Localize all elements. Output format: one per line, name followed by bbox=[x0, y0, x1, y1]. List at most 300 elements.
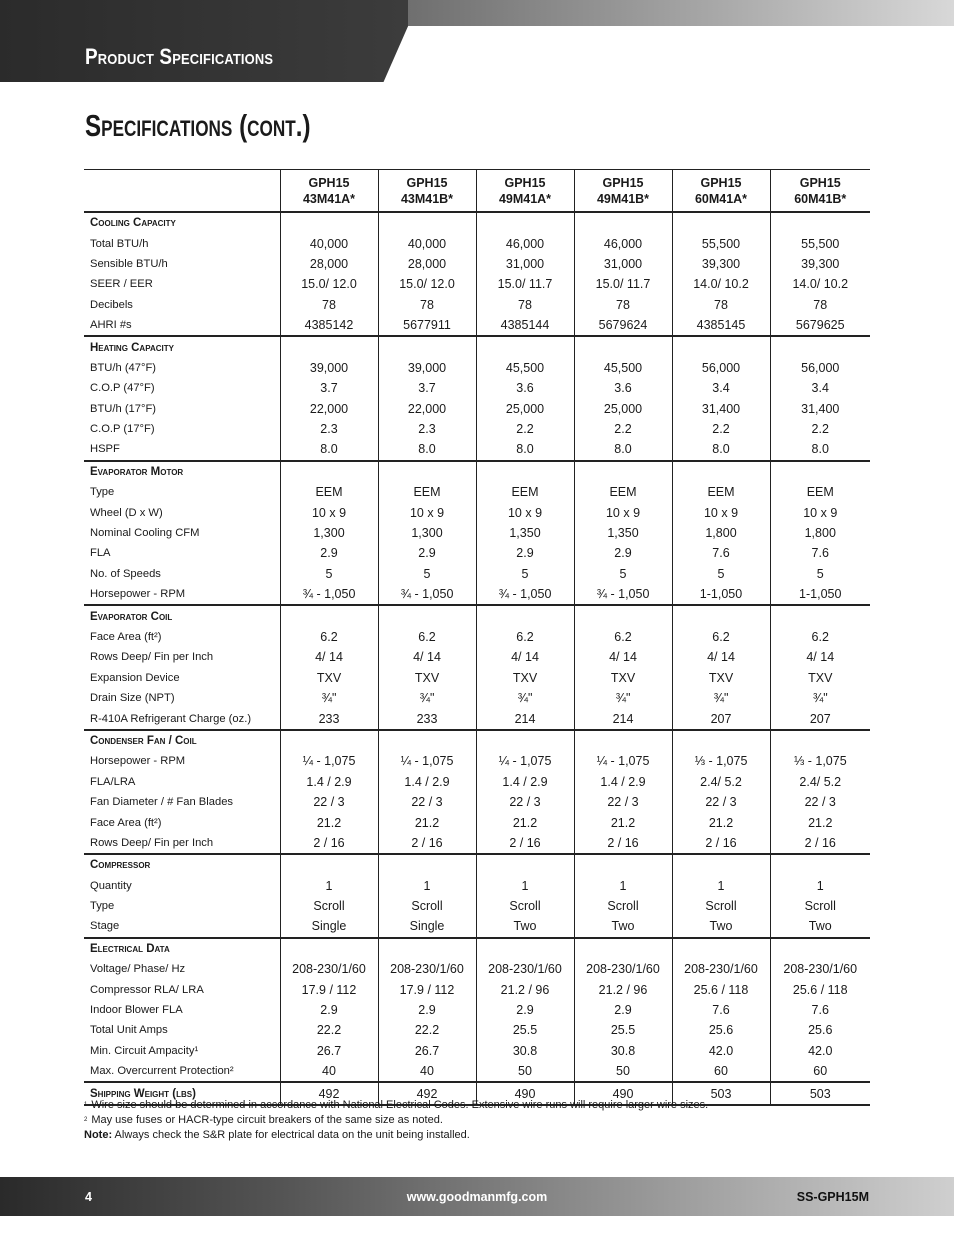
value-cell: 4385144 bbox=[476, 315, 574, 336]
table-row bbox=[84, 979, 870, 999]
table-row bbox=[84, 315, 870, 336]
table-row bbox=[84, 523, 870, 543]
value-cell: 492 bbox=[378, 1082, 476, 1104]
table-row bbox=[84, 419, 870, 439]
empty-cell bbox=[378, 854, 476, 875]
value-cell: 31,000 bbox=[476, 254, 574, 274]
value-cell: 214 bbox=[476, 708, 574, 729]
value-cell: EEM bbox=[476, 482, 574, 502]
value-cell: 3.4 bbox=[672, 378, 770, 398]
value-cell: 31,000 bbox=[574, 254, 672, 274]
row-label: Total Unit Amps bbox=[90, 1024, 168, 1037]
empty-cell bbox=[280, 212, 378, 233]
empty-cell bbox=[672, 212, 770, 233]
row-label: AHRI #s bbox=[84, 315, 280, 336]
value-cell: 3.6 bbox=[574, 378, 672, 398]
footnotes bbox=[84, 1098, 708, 1143]
value-cell: 25.5 bbox=[574, 1020, 672, 1040]
footer-url-link[interactable]: www.goodmanmfg.com bbox=[406, 1190, 548, 1204]
value-cell: 1 bbox=[280, 876, 378, 896]
row-label: Rows Deep/ Fin per Inch bbox=[84, 833, 280, 854]
empty-cell bbox=[476, 854, 574, 875]
value-cell: ¾ - 1,050 bbox=[280, 584, 378, 605]
empty-cell bbox=[476, 938, 574, 959]
value-cell: 22,000 bbox=[378, 399, 476, 419]
table-row bbox=[84, 668, 870, 688]
row-label: C.O.P (47°F) bbox=[90, 382, 155, 395]
row-label: Horsepower - RPM bbox=[90, 755, 186, 768]
value-cell: ⅓ - 1,075 bbox=[672, 751, 770, 771]
row-label: Stage bbox=[84, 916, 280, 937]
value-cell: 22.2 bbox=[378, 1020, 476, 1040]
value-cell: 15.0/ 11.7 bbox=[476, 274, 574, 294]
value-cell: 22 / 3 bbox=[476, 792, 574, 812]
value-cell: 4/ 14 bbox=[672, 647, 770, 667]
value-cell: 207 bbox=[770, 708, 870, 729]
shipping-weight-label: Shipping Weight (lbs) bbox=[84, 1082, 280, 1104]
row-label: R-410A Refrigerant Charge (oz.) bbox=[84, 708, 280, 729]
value-cell: ¼ - 1,075 bbox=[378, 751, 476, 771]
empty-cell bbox=[280, 605, 378, 626]
value-cell: 22 / 3 bbox=[574, 792, 672, 812]
value-cell: 1.4 / 2.9 bbox=[574, 772, 672, 792]
value-cell: 5 bbox=[672, 564, 770, 584]
value-cell: Single bbox=[378, 916, 476, 937]
value-cell: 1 bbox=[672, 876, 770, 896]
value-cell: 1-1,050 bbox=[672, 584, 770, 605]
table-row bbox=[84, 1000, 870, 1020]
value-cell: 8.0 bbox=[280, 439, 378, 460]
value-cell: Scroll bbox=[476, 896, 574, 916]
value-cell: 7.6 bbox=[672, 543, 770, 563]
table-row bbox=[84, 688, 870, 708]
row-label: FLA bbox=[90, 547, 111, 560]
value-cell: 233 bbox=[280, 708, 378, 729]
table-row bbox=[84, 1041, 870, 1061]
model-series: GPH15 bbox=[504, 175, 546, 190]
row-label: Fan Diameter / # Fan Blades bbox=[90, 796, 234, 809]
row-label: Indoor Blower FLA bbox=[90, 1004, 183, 1017]
table-row bbox=[84, 358, 870, 378]
value-cell: 78 bbox=[770, 295, 870, 315]
value-cell: 22 / 3 bbox=[378, 792, 476, 812]
row-label: Horsepower - RPM bbox=[84, 584, 280, 605]
model-column-header bbox=[574, 170, 672, 213]
value-cell: 5 bbox=[476, 564, 574, 584]
value-cell: 2.9 bbox=[574, 1000, 672, 1020]
table-row bbox=[84, 959, 870, 979]
value-cell: 492 bbox=[280, 1082, 378, 1104]
value-cell: 22,000 bbox=[280, 399, 378, 419]
row-label: Wheel (D x W) bbox=[90, 506, 163, 519]
table-row bbox=[84, 439, 870, 460]
row-label: SEER / EER bbox=[90, 278, 153, 291]
value-cell: 5679624 bbox=[574, 315, 672, 336]
row-label: Nominal Cooling CFM bbox=[90, 527, 200, 540]
value-cell: 1 bbox=[574, 876, 672, 896]
value-cell: 1 bbox=[476, 876, 574, 896]
value-cell: 1,300 bbox=[378, 523, 476, 543]
value-cell: 7.6 bbox=[672, 1000, 770, 1020]
value-cell: 2 / 16 bbox=[476, 833, 574, 854]
value-cell: 40 bbox=[378, 1061, 476, 1082]
table-row bbox=[84, 647, 870, 667]
value-cell: 55,500 bbox=[770, 233, 870, 253]
value-cell: Two bbox=[770, 916, 870, 937]
value-cell: 2.9 bbox=[280, 543, 378, 563]
row-label: Quantity bbox=[90, 879, 132, 892]
value-cell: 233 bbox=[378, 708, 476, 729]
table-row bbox=[84, 1061, 870, 1082]
value-cell: 14.0/ 10.2 bbox=[770, 274, 870, 294]
model-number: 49M41A* bbox=[498, 191, 552, 206]
empty-cell bbox=[672, 461, 770, 482]
value-cell: 5 bbox=[770, 564, 870, 584]
value-cell: 1-1,050 bbox=[770, 584, 870, 605]
footnote-text: May use fuses or HACR-type circuit breakers of the same size as noted. bbox=[91, 1114, 443, 1126]
value-cell: 5677911 bbox=[378, 315, 476, 336]
document-code: SS-GPH15M bbox=[796, 1190, 869, 1204]
value-cell: Two bbox=[476, 916, 574, 937]
section-header-row bbox=[84, 854, 870, 875]
table-row bbox=[84, 543, 870, 563]
value-cell: 60 bbox=[770, 1061, 870, 1082]
model-series: GPH15 bbox=[799, 175, 841, 190]
value-cell: ¼ - 1,075 bbox=[280, 751, 378, 771]
value-cell: Scroll bbox=[378, 896, 476, 916]
value-cell: 17.9 / 112 bbox=[378, 979, 476, 999]
value-cell: 14.0/ 10.2 bbox=[672, 274, 770, 294]
header-blank-cell bbox=[84, 170, 280, 213]
value-cell: 8.0 bbox=[476, 439, 574, 460]
value-cell: 25.6 / 118 bbox=[770, 979, 870, 999]
table-row bbox=[84, 792, 870, 812]
table-row bbox=[84, 254, 870, 274]
row-label: Drain Size (NPT) bbox=[90, 692, 175, 705]
empty-cell bbox=[378, 605, 476, 626]
header-row bbox=[84, 170, 870, 213]
value-cell: TXV bbox=[574, 668, 672, 688]
table-row bbox=[84, 833, 870, 854]
row-label: Expansion Device bbox=[90, 671, 180, 684]
value-cell: 6.2 bbox=[476, 627, 574, 647]
empty-cell bbox=[770, 212, 870, 233]
table-row bbox=[84, 584, 870, 605]
value-cell: 15.0/ 12.0 bbox=[280, 274, 378, 294]
value-cell: 2.4/ 5.2 bbox=[672, 772, 770, 792]
value-cell: 490 bbox=[574, 1082, 672, 1104]
empty-cell bbox=[476, 212, 574, 233]
value-cell: ¾" bbox=[476, 688, 574, 708]
value-cell: TXV bbox=[378, 668, 476, 688]
value-cell: 2.9 bbox=[574, 543, 672, 563]
value-cell: 31,400 bbox=[770, 399, 870, 419]
value-cell: 4/ 14 bbox=[476, 647, 574, 667]
row-label: Decibels bbox=[90, 298, 133, 311]
page-title: Specifications (cont.) bbox=[85, 108, 311, 143]
row-label: Voltage/ Phase/ Hz bbox=[90, 963, 186, 976]
empty-cell bbox=[378, 938, 476, 959]
value-cell: 21.2 bbox=[476, 812, 574, 832]
empty-cell bbox=[280, 336, 378, 357]
value-cell: 2 / 16 bbox=[770, 833, 870, 854]
value-cell: ¾" bbox=[770, 688, 870, 708]
value-cell: 5 bbox=[378, 564, 476, 584]
value-cell: 50 bbox=[476, 1061, 574, 1082]
empty-cell bbox=[770, 461, 870, 482]
row-label: Total BTU/h bbox=[90, 237, 149, 250]
empty-cell bbox=[574, 854, 672, 875]
value-cell: 25,000 bbox=[476, 399, 574, 419]
row-label: No. of Speeds bbox=[90, 567, 161, 580]
table-row bbox=[84, 772, 870, 792]
table-row bbox=[84, 812, 870, 832]
value-cell: 1.4 / 2.9 bbox=[280, 772, 378, 792]
table-row bbox=[84, 502, 870, 522]
empty-cell bbox=[280, 938, 378, 959]
value-cell: 503 bbox=[672, 1082, 770, 1104]
value-cell: 5 bbox=[574, 564, 672, 584]
value-cell: Two bbox=[672, 916, 770, 937]
value-cell: 2.3 bbox=[378, 419, 476, 439]
value-cell: 5679625 bbox=[770, 315, 870, 336]
value-cell: 55,500 bbox=[672, 233, 770, 253]
value-cell: 17.9 / 112 bbox=[280, 979, 378, 999]
value-cell: 28,000 bbox=[378, 254, 476, 274]
value-cell: Scroll bbox=[770, 896, 870, 916]
model-series: GPH15 bbox=[602, 175, 644, 190]
value-cell: EEM bbox=[770, 482, 870, 502]
model-series: GPH15 bbox=[406, 175, 448, 190]
value-cell: 25.6 bbox=[672, 1020, 770, 1040]
value-cell: 208-230/1/60 bbox=[280, 959, 378, 979]
table-row bbox=[84, 399, 870, 419]
empty-cell bbox=[280, 854, 378, 875]
section-header-row bbox=[84, 730, 870, 751]
value-cell: 78 bbox=[476, 295, 574, 315]
section-header-row bbox=[84, 336, 870, 357]
value-cell: 10 x 9 bbox=[770, 502, 870, 522]
row-label: FLA/LRA bbox=[90, 775, 136, 788]
value-cell: 21.2 bbox=[770, 812, 870, 832]
empty-cell bbox=[476, 461, 574, 482]
value-cell: 25.5 bbox=[476, 1020, 574, 1040]
empty-cell bbox=[574, 605, 672, 626]
empty-cell bbox=[574, 336, 672, 357]
value-cell: 208-230/1/60 bbox=[574, 959, 672, 979]
page-number: 4 bbox=[85, 1190, 92, 1204]
value-cell: 8.0 bbox=[574, 439, 672, 460]
value-cell: ¾" bbox=[574, 688, 672, 708]
value-cell: TXV bbox=[476, 668, 574, 688]
value-cell: ¼ - 1,075 bbox=[574, 751, 672, 771]
model-number: 49M41B* bbox=[596, 191, 650, 206]
value-cell: 40 bbox=[280, 1061, 378, 1082]
value-cell: ¼ - 1,075 bbox=[476, 751, 574, 771]
value-cell: ¾" bbox=[378, 688, 476, 708]
value-cell: 40,000 bbox=[378, 233, 476, 253]
value-cell: 56,000 bbox=[672, 358, 770, 378]
value-cell: EEM bbox=[672, 482, 770, 502]
value-cell: 3.4 bbox=[770, 378, 870, 398]
value-cell: 4/ 14 bbox=[574, 647, 672, 667]
table-row bbox=[84, 708, 870, 729]
model-number: 43M41A* bbox=[302, 191, 356, 206]
value-cell: ¾ - 1,050 bbox=[574, 584, 672, 605]
section-title: Electrical Data bbox=[90, 942, 170, 955]
footnote-2 bbox=[84, 1113, 708, 1128]
note-text: Always check the S&R plate for electrical data on the unit being installed. bbox=[112, 1129, 470, 1141]
row-label: Face Area (ft²) bbox=[90, 631, 162, 643]
value-cell: 4/ 14 bbox=[378, 647, 476, 667]
value-cell: 490 bbox=[476, 1082, 574, 1104]
value-cell: 1,350 bbox=[476, 523, 574, 543]
row-label: Face Area (ft²) bbox=[90, 816, 162, 829]
row-label: Min. Circuit Ampacity¹ bbox=[90, 1044, 199, 1057]
value-cell: 25.6 / 118 bbox=[672, 979, 770, 999]
model-series: GPH15 bbox=[700, 175, 742, 190]
empty-cell bbox=[378, 730, 476, 751]
table-row bbox=[84, 482, 870, 502]
value-cell: 214 bbox=[574, 708, 672, 729]
value-cell: 21.2 bbox=[672, 812, 770, 832]
value-cell: 3.7 bbox=[378, 378, 476, 398]
empty-cell bbox=[770, 854, 870, 875]
value-cell: 2.9 bbox=[476, 1000, 574, 1020]
table-row bbox=[84, 627, 870, 647]
empty-cell bbox=[574, 730, 672, 751]
value-cell: 25.6 bbox=[770, 1020, 870, 1040]
value-cell: 10 x 9 bbox=[378, 502, 476, 522]
note-label: Note: bbox=[84, 1129, 113, 1141]
value-cell: EEM bbox=[378, 482, 476, 502]
empty-cell bbox=[476, 730, 574, 751]
value-cell: 2.3 bbox=[280, 419, 378, 439]
value-cell: 1,350 bbox=[574, 523, 672, 543]
table-row bbox=[84, 295, 870, 315]
value-cell: 42.0 bbox=[672, 1041, 770, 1061]
table-row bbox=[84, 751, 870, 771]
section-header-row bbox=[84, 461, 870, 482]
value-cell: 39,300 bbox=[672, 254, 770, 274]
footnote-text: Wire size should be determined in accordance with National Electrical Codes. Extensive wire runs will require larger wire sizes. bbox=[91, 1099, 709, 1111]
value-cell: 39,000 bbox=[280, 358, 378, 378]
empty-cell bbox=[770, 938, 870, 959]
model-number: 60M41B* bbox=[794, 191, 847, 206]
value-cell: 30.8 bbox=[574, 1041, 672, 1061]
value-cell: ¾" bbox=[672, 688, 770, 708]
value-cell: 2.2 bbox=[672, 419, 770, 439]
value-cell: EEM bbox=[280, 482, 378, 502]
value-cell: 50 bbox=[574, 1061, 672, 1082]
value-cell: 15.0/ 11.7 bbox=[574, 274, 672, 294]
value-cell: 45,500 bbox=[476, 358, 574, 378]
value-cell: 40,000 bbox=[280, 233, 378, 253]
value-cell: 1,300 bbox=[280, 523, 378, 543]
section-title: Cooling Capacity bbox=[90, 217, 176, 230]
value-cell: 208-230/1/60 bbox=[378, 959, 476, 979]
value-cell: 3.7 bbox=[280, 378, 378, 398]
row-label: Type bbox=[90, 900, 115, 913]
header-white-tab bbox=[380, 26, 954, 82]
value-cell: 1.4 / 2.9 bbox=[476, 772, 574, 792]
header-title: Product Specifications bbox=[85, 44, 274, 69]
value-cell: 78 bbox=[378, 295, 476, 315]
value-cell: 208-230/1/60 bbox=[770, 959, 870, 979]
value-cell: 21.2 bbox=[574, 812, 672, 832]
value-cell: 21.2 bbox=[280, 812, 378, 832]
value-cell: Two bbox=[574, 916, 672, 937]
value-cell: 78 bbox=[672, 295, 770, 315]
model-number: 60M41A* bbox=[694, 191, 748, 206]
empty-cell bbox=[770, 336, 870, 357]
value-cell: 2.9 bbox=[378, 1000, 476, 1020]
value-cell: 1 bbox=[378, 876, 476, 896]
value-cell: 4/ 14 bbox=[280, 647, 378, 667]
model-number: 43M41B* bbox=[400, 191, 454, 206]
value-cell: 1,800 bbox=[770, 523, 870, 543]
value-cell: 30.8 bbox=[476, 1041, 574, 1061]
value-cell: TXV bbox=[770, 668, 870, 688]
section-title: Condenser Fan / Coil bbox=[90, 734, 197, 747]
value-cell: Scroll bbox=[574, 896, 672, 916]
row-label: BTU/h (17°F) bbox=[90, 402, 157, 415]
value-cell: 4385142 bbox=[280, 315, 378, 336]
empty-cell bbox=[280, 730, 378, 751]
model-column-header bbox=[280, 170, 378, 213]
row-label: BTU/h (47°F) bbox=[90, 361, 157, 374]
row-label: Sensible BTU/h bbox=[90, 257, 168, 270]
empty-cell bbox=[770, 730, 870, 751]
row-label: Compressor RLA/ LRA bbox=[90, 983, 204, 996]
section-header-row bbox=[84, 605, 870, 626]
model-column-header bbox=[476, 170, 574, 213]
model-column-header bbox=[770, 170, 870, 213]
value-cell: ¾ - 1,050 bbox=[476, 584, 574, 605]
value-cell: 26.7 bbox=[280, 1041, 378, 1061]
value-cell: 4/ 14 bbox=[770, 647, 870, 667]
value-cell: 208-230/1/60 bbox=[476, 959, 574, 979]
value-cell: 2.9 bbox=[476, 543, 574, 563]
value-cell: ⅓ - 1,075 bbox=[770, 751, 870, 771]
value-cell: 2.2 bbox=[476, 419, 574, 439]
value-cell: 46,000 bbox=[574, 233, 672, 253]
value-cell: 26.7 bbox=[378, 1041, 476, 1061]
value-cell: 22.2 bbox=[280, 1020, 378, 1040]
footnote-mark: 2 bbox=[84, 1117, 88, 1123]
row-label: Rows Deep/ Fin per Inch bbox=[90, 651, 214, 664]
empty-cell bbox=[672, 938, 770, 959]
value-cell: 2.2 bbox=[574, 419, 672, 439]
value-cell: 2.9 bbox=[378, 543, 476, 563]
table-row bbox=[84, 916, 870, 937]
footnote-1 bbox=[84, 1098, 708, 1113]
note bbox=[84, 1128, 708, 1143]
value-cell: 42.0 bbox=[770, 1041, 870, 1061]
value-cell: 45,500 bbox=[574, 358, 672, 378]
empty-cell bbox=[672, 730, 770, 751]
value-cell: 2 / 16 bbox=[672, 833, 770, 854]
value-cell: 10 x 9 bbox=[672, 502, 770, 522]
empty-cell bbox=[378, 336, 476, 357]
value-cell: 2.2 bbox=[770, 419, 870, 439]
value-cell: 21.2 / 96 bbox=[476, 979, 574, 999]
value-cell: 60 bbox=[672, 1061, 770, 1082]
value-cell: 21.2 bbox=[378, 812, 476, 832]
value-cell: 10 x 9 bbox=[574, 502, 672, 522]
model-series: GPH15 bbox=[308, 175, 350, 190]
table-row bbox=[84, 1020, 870, 1040]
